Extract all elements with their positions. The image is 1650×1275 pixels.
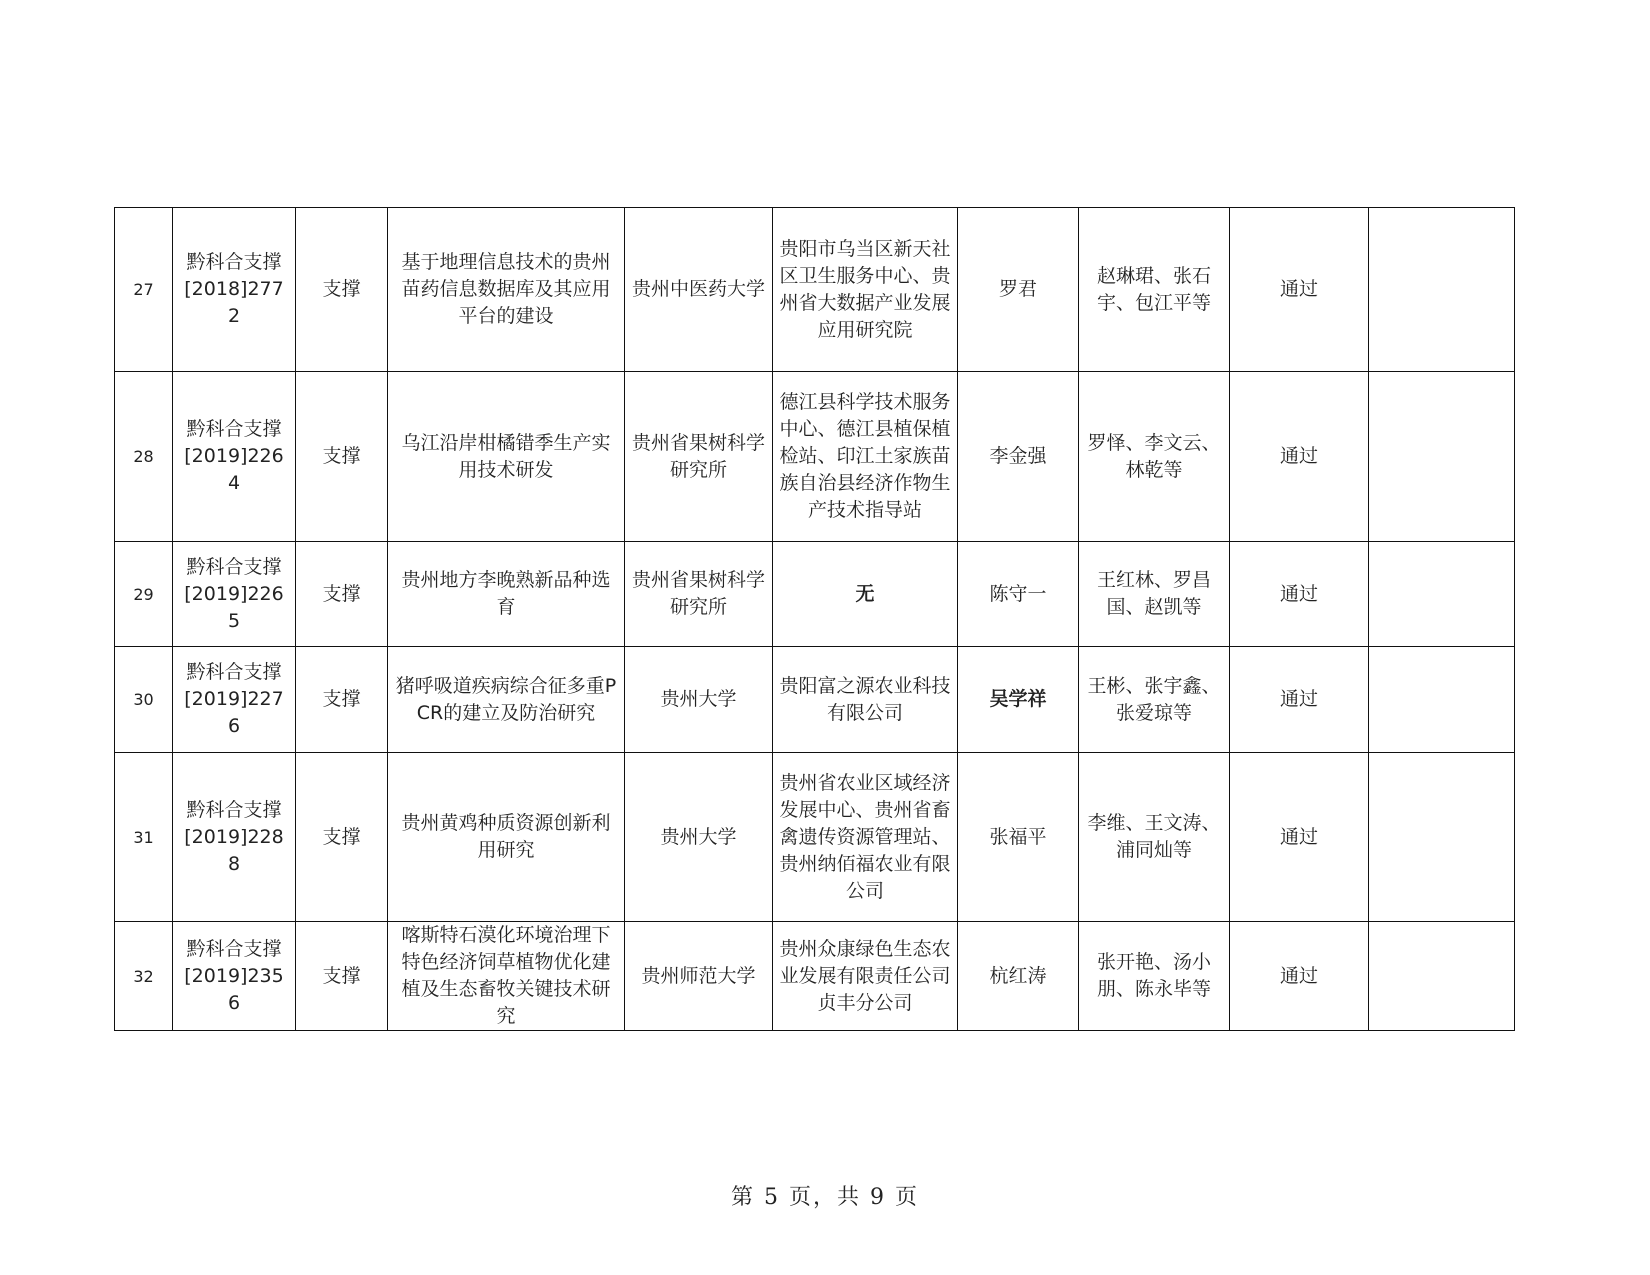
project-type: 支撑 [296,922,388,1031]
undertaking-unit: 贵州省果树科学研究所 [625,542,773,647]
cooperating-unit: 贵阳富之源农业科技有限公司 [773,647,958,753]
review-result: 通过 [1230,922,1369,1031]
project-leader: 吴学祥 [958,647,1079,753]
cooperating-unit: 贵州众康绿色生态农业发展有限责任公司贞丰分公司 [773,922,958,1031]
project-members: 王红林、罗昌国、赵凯等 [1079,542,1230,647]
project-members: 赵琳珺、张石宇、包江平等 [1079,208,1230,372]
project-code: 黔科合支撑[2019]2265 [173,542,296,647]
project-title: 喀斯特石漠化环境治理下特色经济饲草植物优化建植及生态畜牧关键技术研究 [388,922,625,1031]
undertaking-unit: 贵州省果树科学研究所 [625,372,773,542]
row-number: 29 [115,542,173,647]
project-type: 支撑 [296,372,388,542]
project-table [114,207,1515,1031]
undertaking-unit: 贵州中医药大学 [625,208,773,372]
table-row [115,542,1515,647]
project-title: 贵州黄鸡种质资源创新利用研究 [388,753,625,922]
table-row [115,753,1515,922]
project-type: 支撑 [296,753,388,922]
review-result: 通过 [1230,372,1369,542]
remark [1369,922,1515,1031]
row-number: 31 [115,753,173,922]
undertaking-unit: 贵州大学 [625,753,773,922]
project-members: 罗怿、李文云、林乾等 [1079,372,1230,542]
project-type: 支撑 [296,208,388,372]
table-row [115,372,1515,542]
row-number: 32 [115,922,173,1031]
cooperating-unit: 贵州省农业区域经济发展中心、贵州省畜禽遗传资源管理站、贵州纳佰福农业有限公司 [773,753,958,922]
row-number: 30 [115,647,173,753]
review-result: 通过 [1230,753,1369,922]
project-leader: 罗君 [958,208,1079,372]
project-code: 黔科合支撑[2019]2356 [173,922,296,1031]
project-leader: 杭红涛 [958,922,1079,1031]
project-code: 黔科合支撑[2019]2288 [173,753,296,922]
undertaking-unit: 贵州师范大学 [625,922,773,1031]
remark [1369,647,1515,753]
project-members: 王彬、张宇鑫、张爱琼等 [1079,647,1230,753]
review-result: 通过 [1230,647,1369,753]
project-title: 基于地理信息技术的贵州苗药信息数据库及其应用平台的建设 [388,208,625,372]
remark [1369,542,1515,647]
remark [1369,372,1515,542]
project-title: 猪呼吸道疾病综合征多重PCR的建立及防治研究 [388,647,625,753]
project-leader: 张福平 [958,753,1079,922]
cooperating-unit: 贵阳市乌当区新天社区卫生服务中心、贵州省大数据产业发展应用研究院 [773,208,958,372]
project-members: 张开艳、汤小朋、陈永毕等 [1079,922,1230,1031]
row-number: 28 [115,372,173,542]
project-title: 乌江沿岸柑橘错季生产实用技术研发 [388,372,625,542]
page-number: 第 5 页，共 9 页 [731,1185,919,1210]
project-members: 李维、王文涛、浦同灿等 [1079,753,1230,922]
project-title: 贵州地方李晚熟新品种选育 [388,542,625,647]
review-result: 通过 [1230,208,1369,372]
project-code: 黔科合支撑[2019]2276 [173,647,296,753]
remark [1369,753,1515,922]
project-code: 黔科合支撑[2019]2264 [173,372,296,542]
cooperating-unit: 德江县科学技术服务中心、德江县植保植检站、印江土家族苗族自治县经济作物生产技术指导站 [773,372,958,542]
table-row [115,647,1515,753]
project-type: 支撑 [296,542,388,647]
review-result: 通过 [1230,542,1369,647]
cooperating-unit: 无 [773,542,958,647]
project-leader: 陈守一 [958,542,1079,647]
remark [1369,208,1515,372]
project-type: 支撑 [296,647,388,753]
table-row [115,208,1515,372]
project-code: 黔科合支撑[2018]2772 [173,208,296,372]
project-leader: 李金强 [958,372,1079,542]
table-row [115,922,1515,1031]
undertaking-unit: 贵州大学 [625,647,773,753]
row-number: 27 [115,208,173,372]
